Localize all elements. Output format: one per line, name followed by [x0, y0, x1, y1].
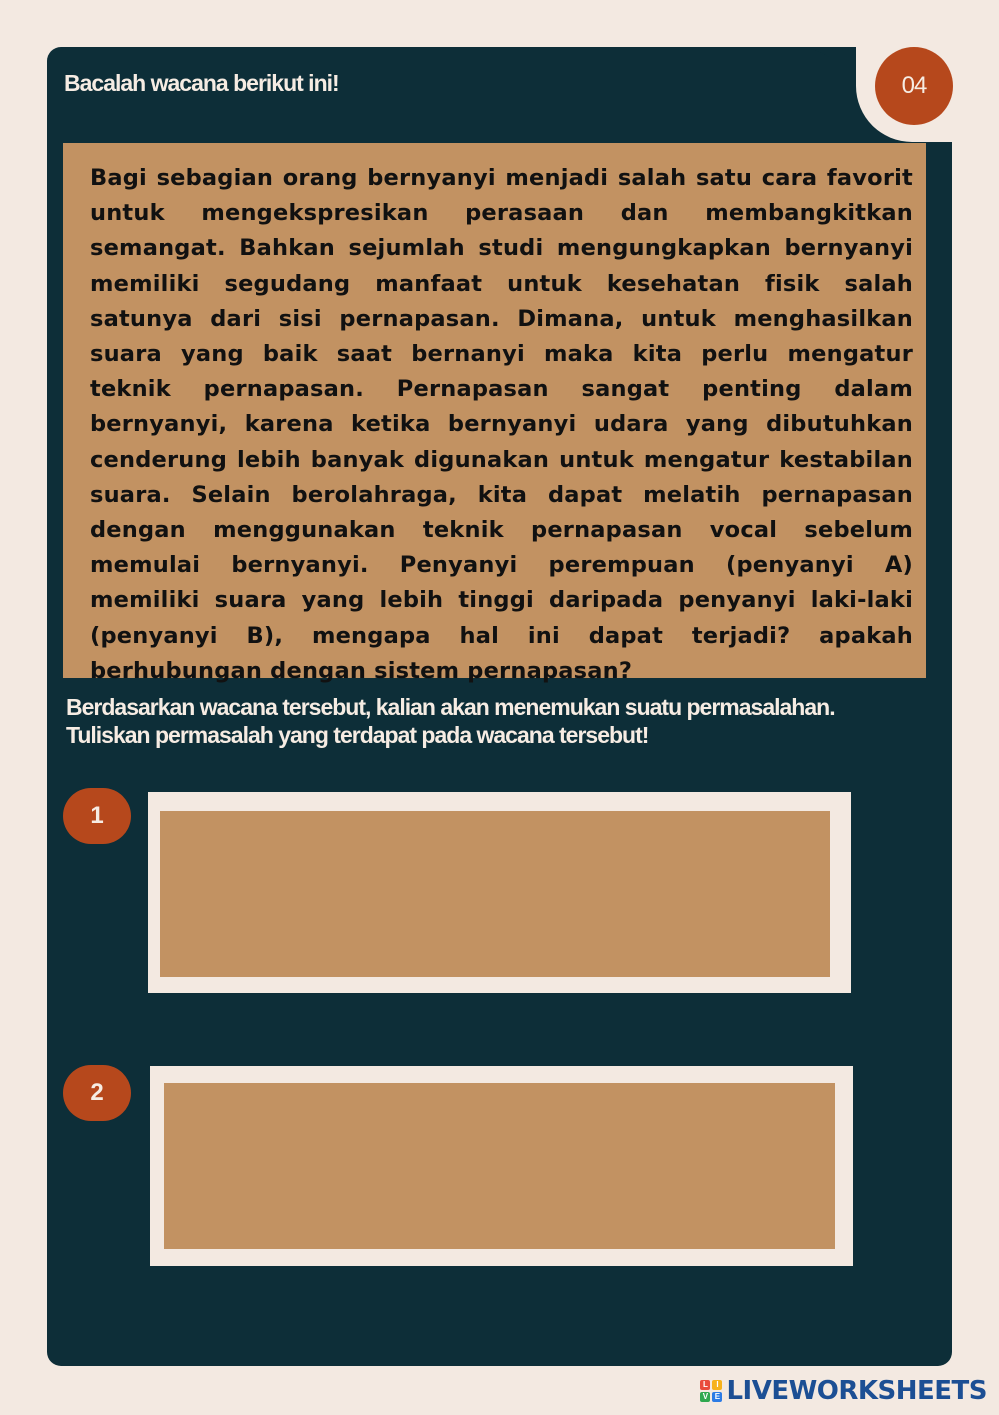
logo-letter-l: L — [700, 1380, 710, 1390]
liveworksheets-logo — [700, 1376, 987, 1406]
page-heading: Bacalah wacana berikut ini! — [64, 70, 339, 96]
answer-number-1: 1 — [63, 788, 131, 844]
passage-text: Bagi sebagian orang bernyanyi menjadi salah satu cara favorit untuk mengekspresikan perasaan dan membangkitkan semangat. Bahkan sejumlah studi mengungkapkan bernyanyi memiliki segudang manfaat untuk kesehatan fisik salah satunya dari sisi pernapasan. Dimana, untuk menghasilkan suara yang baik saat bernanyi maka kita perlu mengatur teknik pernapasan. Pernapasan sangat penting dalam bernyanyi, karena ketika bernyanyi udara yang dibutuhkan cenderung lebih banyak digunakan untuk mengatur kestabilan suara. Selain berolahraga, kita dapat melatih pernapasan dengan menggunakan teknik pernapasan vocal sebelum memulai bernyanyi. Penyanyi perempuan (penyanyi A) memiliki suara yang lebih tinggi daripada penyanyi laki-laki (penyanyi B), mengapa hal ini dapat terjadi? apakah berhubungan dengan sistem pernapasan? — [90, 165, 913, 684]
answer-number-2: 2 — [63, 1065, 131, 1121]
answer-input-2[interactable] — [164, 1083, 835, 1249]
logo-letter-e: E — [712, 1392, 722, 1402]
answer-input-1[interactable] — [160, 811, 830, 977]
instruction-text — [66, 693, 926, 749]
page-number-badge: 04 — [875, 47, 953, 125]
instruction-line-1: Berdasarkan wacana tersebut, kalian akan menemukan suatu permasalahan. — [66, 694, 835, 720]
logo-text: LIVEWORKSHEETS — [726, 1376, 987, 1406]
logo-grid-icon — [700, 1380, 722, 1402]
logo-letter-i: I — [712, 1380, 722, 1390]
instruction-line-2: Tuliskan permasalah yang terdapat pada wacana tersebut! — [66, 722, 649, 748]
logo-letter-v: V — [700, 1392, 710, 1402]
